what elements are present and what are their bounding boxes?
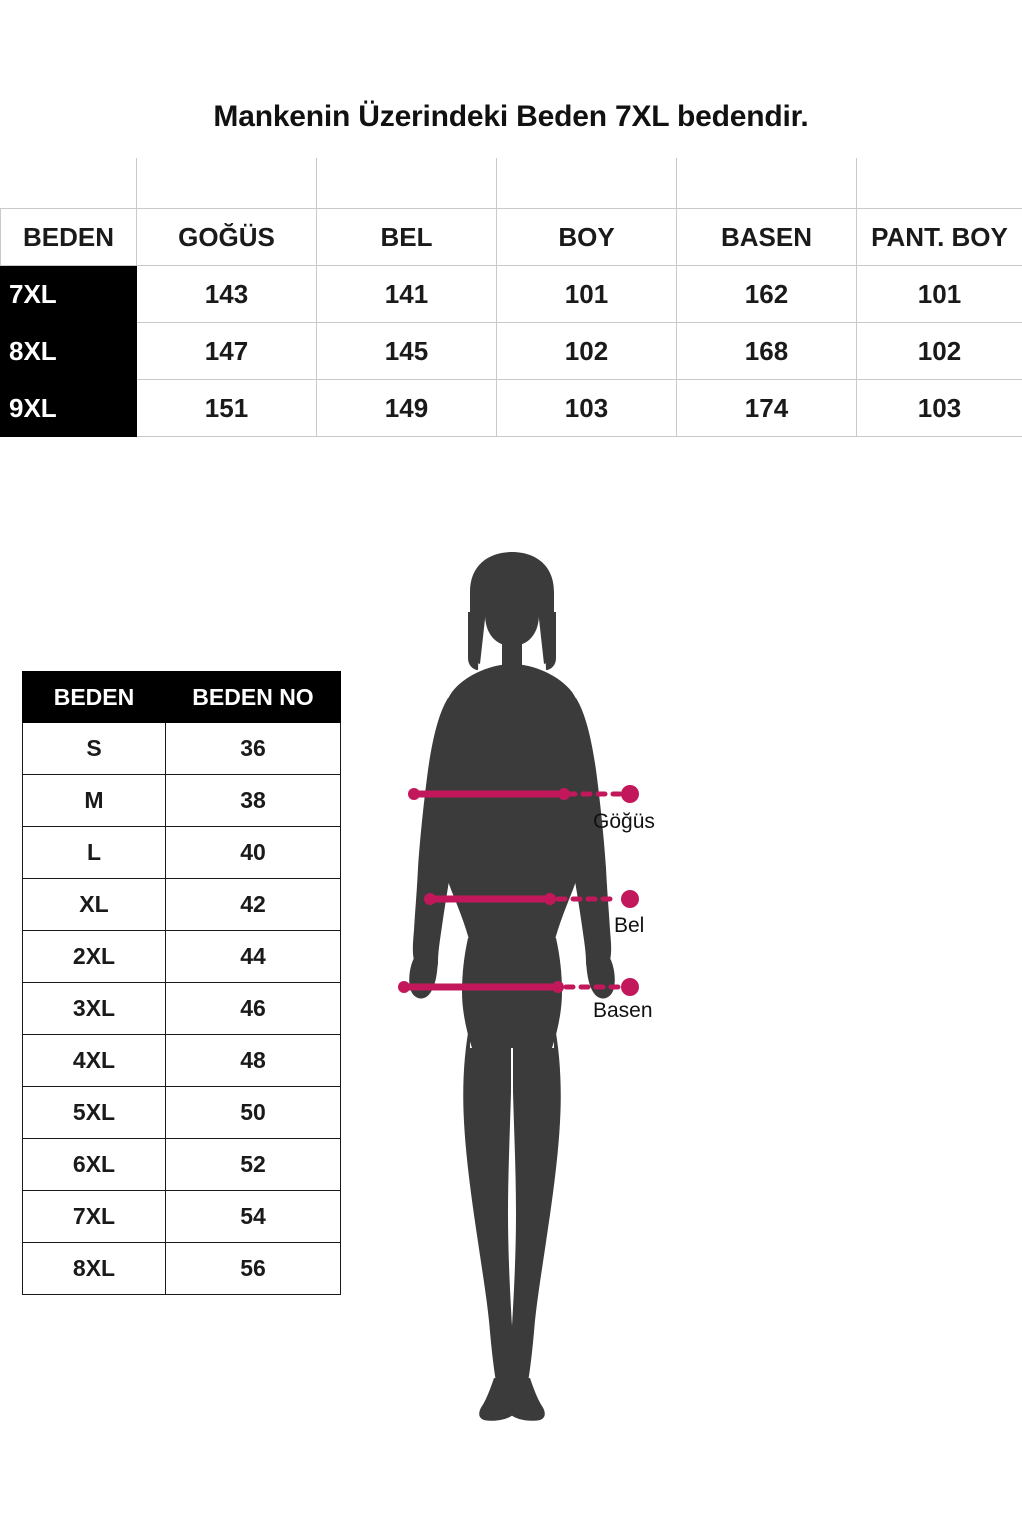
table-row: [23, 1139, 341, 1191]
size-cell-no: 50: [166, 1087, 341, 1139]
measurement-cell: 143: [137, 266, 317, 323]
spacer-cell: [857, 158, 1022, 209]
size-cell-no: 56: [166, 1243, 341, 1295]
measurement-cell: 151: [137, 380, 317, 437]
size-cell-beden: 4XL: [23, 1035, 166, 1087]
table-row: [23, 983, 341, 1035]
measurement-cell: 174: [677, 380, 857, 437]
size-cell-no: 36: [166, 723, 341, 775]
measurement-cell: 168: [677, 323, 857, 380]
measurement-table: [0, 158, 1022, 437]
table-row: [1, 266, 1022, 323]
measurement-header-basen: BASEN: [677, 209, 857, 266]
measurement-cell: 145: [317, 323, 497, 380]
measurement-cell: 149: [317, 380, 497, 437]
spacer-cell: [137, 158, 317, 209]
size-cell-beden: S: [23, 723, 166, 775]
spacer-cell: [497, 158, 677, 209]
measurement-cell: 162: [677, 266, 857, 323]
table-row: [23, 879, 341, 931]
size-cell-beden: M: [23, 775, 166, 827]
size-cell-beden: 8XL: [23, 1243, 166, 1295]
size-cell-no: 48: [166, 1035, 341, 1087]
size-cell-beden: L: [23, 827, 166, 879]
measurement-cell: 101: [857, 266, 1022, 323]
size-cell-beden: 2XL: [23, 931, 166, 983]
size-cell-no: 40: [166, 827, 341, 879]
size-cell-no: 44: [166, 931, 341, 983]
waist-label: Bel: [614, 914, 645, 937]
size-cell-no: 54: [166, 1191, 341, 1243]
size-cell-no: 46: [166, 983, 341, 1035]
measurement-row-label: 9XL: [1, 380, 137, 437]
size-cell-no: 38: [166, 775, 341, 827]
measurement-cell: 102: [857, 323, 1022, 380]
measurement-header-boy: BOY: [497, 209, 677, 266]
page-title: Mankenin Üzerindeki Beden 7XL bedendir.: [213, 100, 809, 133]
table-row: [1, 380, 1022, 437]
spacer-cell: [317, 158, 497, 209]
size-cell-no: 52: [166, 1139, 341, 1191]
table-row: [23, 1243, 341, 1295]
measurement-cell: 141: [317, 266, 497, 323]
measurement-header-pant-boy: PANT. BOY: [857, 209, 1022, 266]
measurement-cell: 103: [497, 380, 677, 437]
table-spacer-row: [1, 158, 1022, 209]
measurement-cell: 147: [137, 323, 317, 380]
table-row: [23, 931, 341, 983]
measurement-table-header-row: [1, 209, 1022, 266]
size-table-header-row: [23, 672, 341, 723]
size-cell-beden: XL: [23, 879, 166, 931]
table-row: [23, 827, 341, 879]
hip-label: Basen: [593, 999, 653, 1022]
size-cell-no: 42: [166, 879, 341, 931]
table-row: [1, 323, 1022, 380]
spacer-cell: [1, 158, 137, 209]
size-cell-beden: 5XL: [23, 1087, 166, 1139]
table-row: [23, 1035, 341, 1087]
size-cell-beden: 7XL: [23, 1191, 166, 1243]
measurement-header-gogus: GOĞÜS: [137, 209, 317, 266]
measurement-cell: 103: [857, 380, 1022, 437]
size-header-beden-no: BEDEN NO: [166, 672, 341, 723]
table-row: [23, 723, 341, 775]
measurement-cell: 102: [497, 323, 677, 380]
table-row: [23, 1087, 341, 1139]
measurement-row-label: 7XL: [1, 266, 137, 323]
spacer-cell: [677, 158, 857, 209]
measurement-cell: 101: [497, 266, 677, 323]
size-cell-beden: 6XL: [23, 1139, 166, 1191]
size-number-table: [22, 671, 341, 1295]
measurement-row-label: 8XL: [1, 323, 137, 380]
measurement-header-beden: BEDEN: [1, 209, 137, 266]
female-silhouette-icon: [352, 552, 692, 1432]
size-cell-beden: 3XL: [23, 983, 166, 1035]
measurement-header-bel: BEL: [317, 209, 497, 266]
chest-label: Göğüs: [593, 810, 655, 833]
table-row: [23, 775, 341, 827]
size-header-beden: BEDEN: [23, 672, 166, 723]
measurement-figure: [352, 552, 692, 1432]
table-row: [23, 1191, 341, 1243]
